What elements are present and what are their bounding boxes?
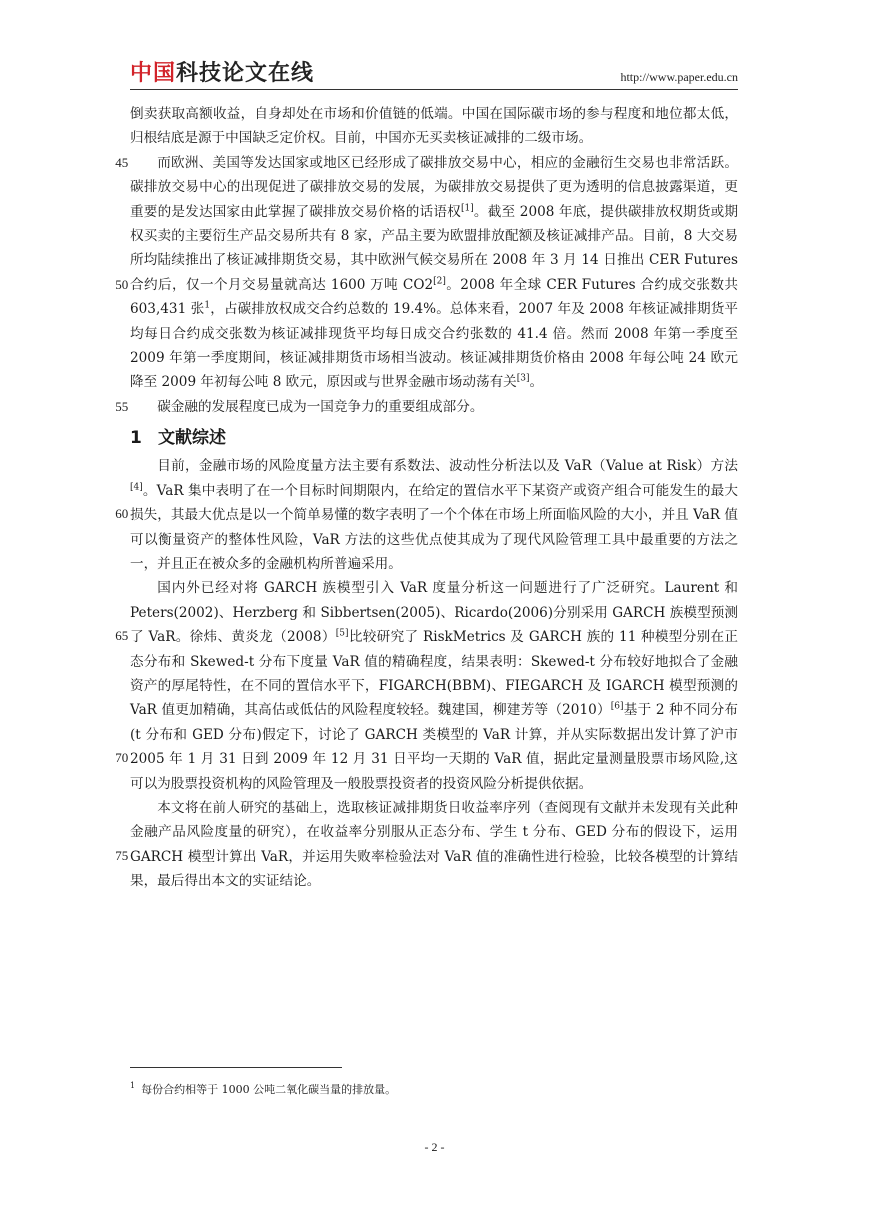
- citation-4[interactable]: [4]: [130, 482, 143, 493]
- line-number-50: 50: [115, 276, 129, 292]
- site-logo: [130, 62, 314, 86]
- line-number-75: 75: [115, 847, 129, 863]
- citation-3[interactable]: [3]: [516, 373, 530, 384]
- page-header: [130, 58, 738, 90]
- line-number-70: 70: [115, 750, 129, 766]
- section-number: 1: [130, 428, 142, 449]
- paragraph-1: 倒卖获取高额收益，自身却处在市场和价值链的低端。中国在国际碳市场的参与程度和地位都太低，归根结底是源于中国缺乏定价权。目前，中国亦无买卖核证减排的二级市场。: [130, 106, 738, 147]
- footnote-number: 1: [130, 1081, 136, 1091]
- logo-red-text: 中国: [130, 61, 177, 86]
- header-divider: [130, 89, 738, 90]
- paragraph-3: 碳金融的发展程度已成为一国竞争力的重要组成部分。: [157, 398, 484, 415]
- citation-1[interactable]: [1]: [460, 203, 474, 214]
- line-number-55: 55: [115, 398, 129, 414]
- logo-dark-text: 科技论文在线: [176, 61, 315, 86]
- citation-2[interactable]: [2]: [433, 276, 446, 287]
- section-heading: [130, 426, 738, 450]
- citation-6[interactable]: [6]: [610, 701, 624, 712]
- header-url[interactable]: http://www.paper.edu.cn: [620, 70, 738, 84]
- paragraph-2: 45 50 55 而欧洲、美国等发达国家或地区已经形成了碳排放交易中心，相应的金融衍生交易也非常活跃。碳排放交易中心的出现促进了碳排放交易的发展，为碳排放交易提供了更为透明的信息披露渠道，更重要的是发达国家由此掌握了碳排放交易价格的话语权[1]。截至 2008 年底，提供碳排放权期货或期权买卖的主要衍生产品交易所共有 8 家，产品主要为欧盟排放配额及核证减排产品。目前，8 大交易所均陆续推出了核证减排期货交易，其中欧洲气候交易所在 2008 年 3 月 14 日推出 CER Futures 合约后，仅一个月交易量就高达 1600 万吨 CO2[2]。2008 年全球 CER Futures 合约成交张数共 603,431 张$^1$，占碳排放权成交合约总数的 19.4%。总体来看，2007 年及 2008 年核证减排期货平均每日合约成交张数为核证减排现货平均每日成交合约张数的 41.4 倍。然而 2008 年第一季度至 2009 年第一季度期间，核证减排期货市场相当波动。核证减排期货价格由 2008 年每公吨 24 欧元降至 2009 年初每公吨 8 欧元，原因或与世界金融市场动荡有关[3]。: [130, 151, 738, 395]
- line-number-65: 65: [115, 628, 129, 644]
- footnote-text: 每份合约相等于 1000 公吨二氧化碳当量的排放量。: [141, 1083, 397, 1096]
- footnote-divider: [130, 1067, 342, 1068]
- line-number-60: 60: [115, 506, 129, 522]
- section-title: 文献综述: [158, 428, 226, 449]
- line-number-45: 45: [115, 154, 129, 170]
- paragraph-4: 60 目前，金融市场的风险度量方法主要有系数法、波动性分析法以及 VaR（Value at Risk）方法[4]。VaR 集中表明了在一个目标时间期限内，在给定的置信水平下某资产或资产组合可能发生的最大损失，其最大优点是以一个简单易懂的数字表明了一个个体在市场上所面临风险的大小，并且 VaR 值可以衡量资产的整体性风险，VaR 方法的这些优点使其成为了现代风险管理工具中最重要的方法之一，并且正在被众多的金融机构所普遍采用。: [130, 454, 738, 576]
- footnote: [130, 1083, 396, 1097]
- paragraph-6: 75 本文将在前人研究的基础上，选取核证减排期货日收益率序列（查阅现有文献并未发现有关此种金融产品风险度量的研究），在收益率分别服从正态分布、学生 t 分布、GED 分布的假设下，运用 GARCH 模型计算出 VaR，并运用失败率检验法对 VaR 值的准确性进行检验，比较各模型的计算结果，最后得出本文的实证结论。: [130, 796, 738, 894]
- footnote-mark[interactable]: 1: [204, 300, 211, 311]
- main-body: [115, 102, 738, 894]
- citation-5[interactable]: [5]: [335, 628, 349, 639]
- paragraph-5: 65 70 国内外已经对将 GARCH 族模型引入 VaR 度量分析这一问题进行了广泛研究。Laurent 和 Peters(2002)、Herzberg 和 Sibbertsen(2005)、Ricardo(2006)分别采用 GARCH 族模型预测了 VaR。徐炜、黄炎龙（2008）[5]比较研究了 RiskMetrics 及 GARCH 族的 11 种模型分别在正态分布和 Skewed-t 分布下度量 VaR 值的精确程度，结果表明：Skewed-t 分布较好地拟合了金融资产的厚尾特性，在不同的置信水平下，FIGARCH(BBM)、FIEGARCH 及 IGARCH 模型预测的 VaR 值更加精确，其高估或低估的风险程度较轻。魏建国，柳建芳等（2010）[6]基于 2 种不同分布(t 分布和 GED 分布)假定下，讨论了 GARCH 类模型的 VaR 计算，并从实际数据出发计算了沪市 2005 年 1 月 31 日到 2009 年 12 月 31 日平均一天期的 VaR 值，据此定量测量股票市场风险,这可以为股票投资机构的风险管理及一般股票投资者的投资风险分析提供依据。: [130, 576, 738, 796]
- page-number: - 2 -: [424, 1140, 445, 1154]
